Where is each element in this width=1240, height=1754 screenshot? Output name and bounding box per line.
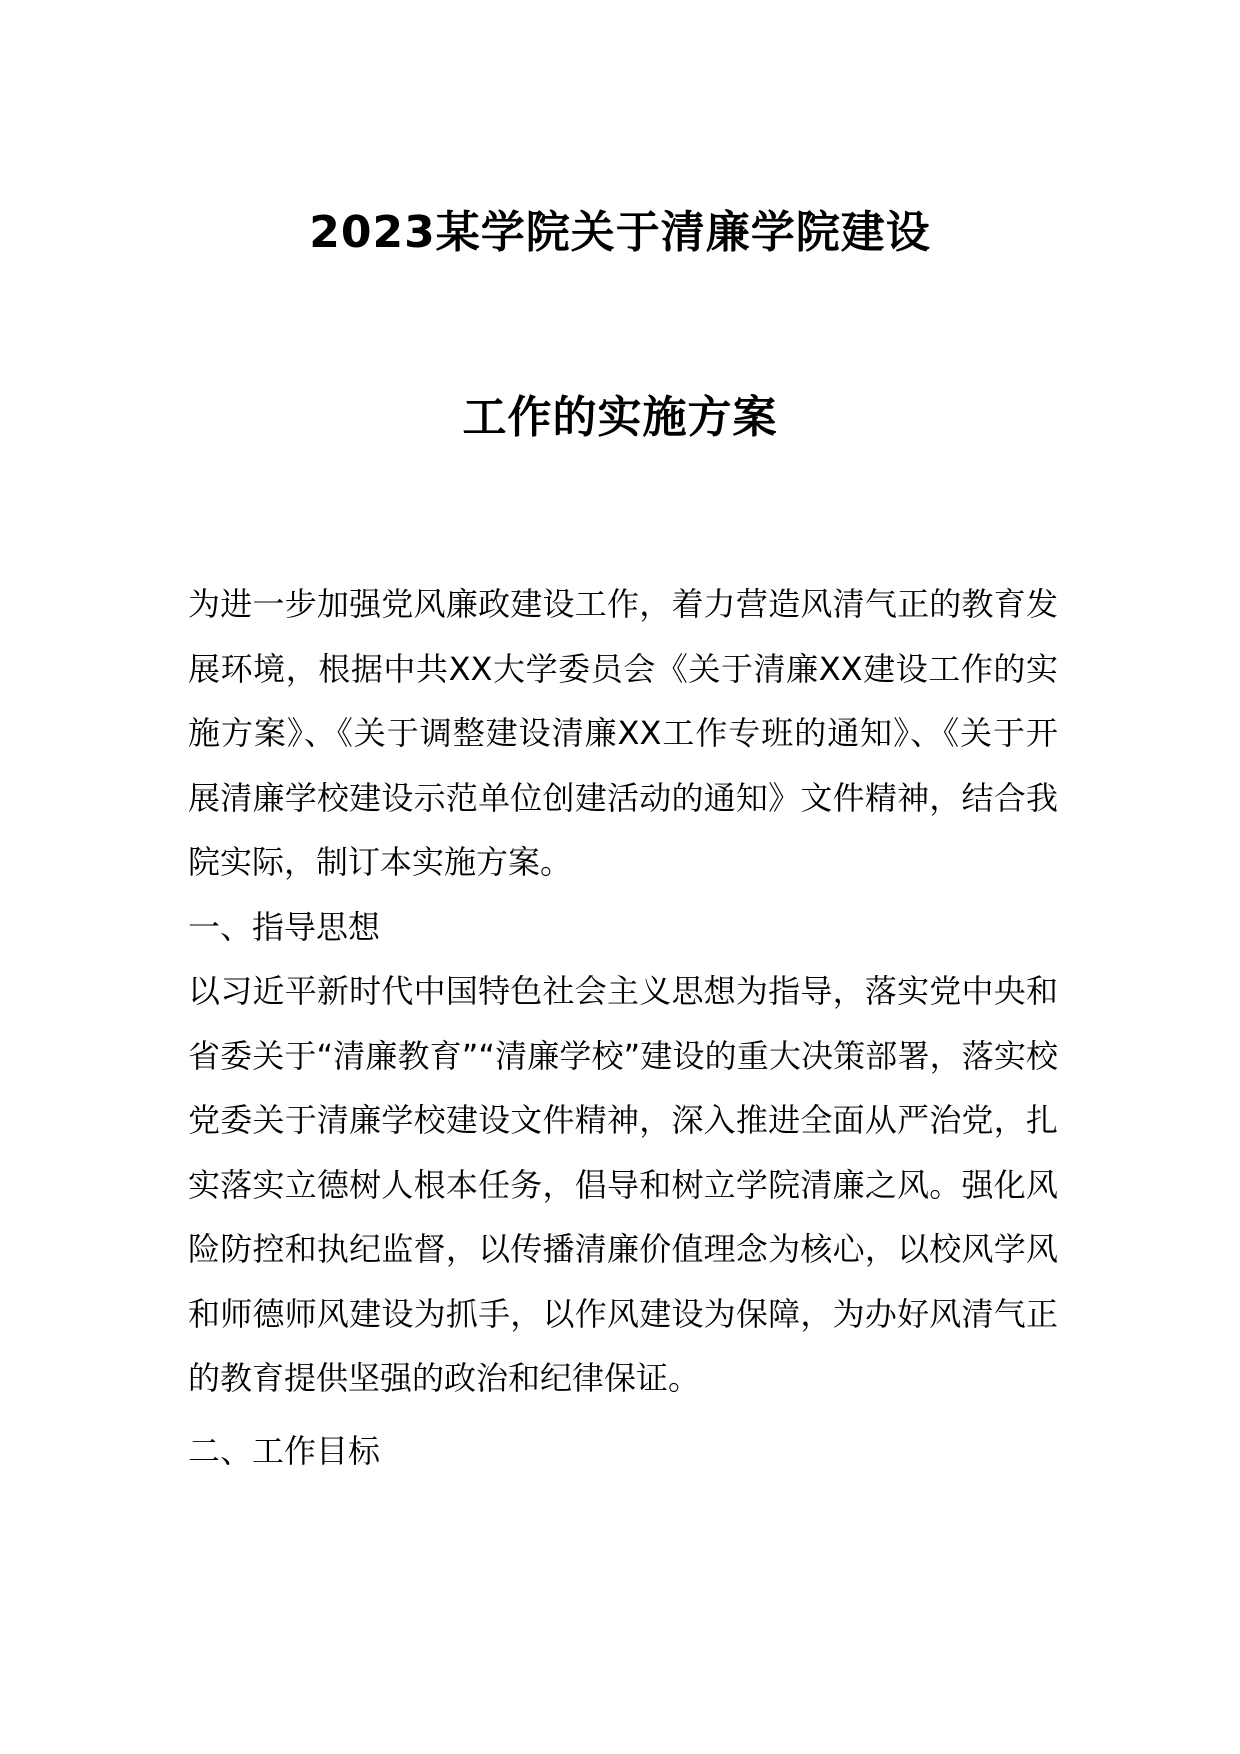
- document-body: [188, 572, 1058, 1483]
- intro-paragraph: 为进一步加强党风廉政建设工作，着力营造风清气正的教育发展环境，根据中共XX大学委员会《关于清廉XX建设工作的实施方案》、《关于调整建设清廉XX工作专班的通知》、《关于开展清廉学校建设示范单位创建活动的通知》文件精神，结合我院实际，制订本实施方案。: [188, 585, 1058, 881]
- section-heading-work-goals: 二、工作目标: [188, 1431, 381, 1470]
- guiding-ideology-paragraph: 以习近平新时代中国特色社会主义思想为指导，落实党中央和省委关于“清廉教育”“清廉学校”建设的重大决策部署，落实校党委关于清廉学校建设文件精神，深入推进全面从严治党，扎实落实立德树人根本任务，倡导和树立学院清廉之风。强化风险防控和执纪监督，以传播清廉价值理念为核心，以校风学风和师德师风建设为抓手，以作风建设为保障，为办好风清气正的教育提供坚强的政治和纪律保证。: [188, 972, 1058, 1397]
- document-title-line-1: 2023某学院关于清廉学院建设: [309, 207, 931, 258]
- section-heading-guiding-ideology: 一、指导思想: [188, 907, 381, 946]
- document-title-line-2: 工作的实施方案: [462, 392, 778, 443]
